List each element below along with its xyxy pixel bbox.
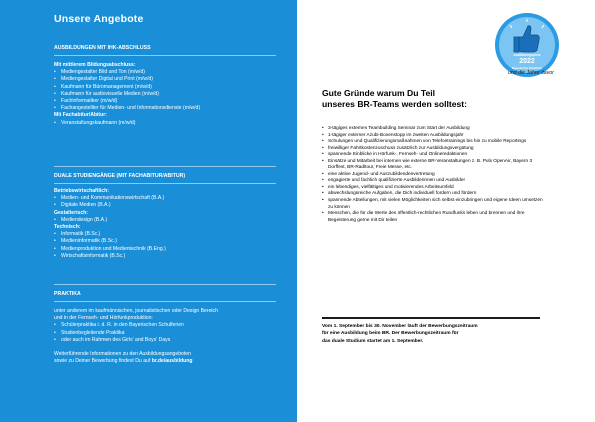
list-item: • spannende Abteilungen, mit vielen Möglichkeiten sich selbst einzubringen und eigene Ideen umsetzen zu können (322, 198, 547, 211)
list-item: • spannende Einblicke in Hörfunk-, Fernseh- und Onlineredaktionen (322, 152, 547, 159)
list-item: • Menschen, die für die Werte des öffentlich-rechtlichen Rundfunks leben und brennen und ihre Begeisterung gerne mit Dir teilen (322, 211, 547, 224)
list-item: • 3-tägiges externes Teambuilding Seminar zum Start der Ausbildung (322, 126, 547, 133)
list-item: • Einsätze und Mitarbeit bei internen wie externe BR-Veranstaltungen z. B. Puls OpenAir, Bayern 3 Dorffest, BR-Radltour, Freie Messe, etc. (322, 159, 547, 172)
dual-group3-label: Technisch: (54, 224, 81, 231)
list-item: • freiwilliger Fahrtkostenzuschuss zusätzlich zur Ausbildungsvergütung (322, 146, 547, 153)
divider (54, 55, 276, 56)
ihk-list (54, 62, 279, 127)
list-item: • abwechslungsreiche Aufgaben, die Dich individuell fordern und fördern (322, 191, 547, 198)
divider (54, 284, 276, 285)
badge-label: Ausbildungspreis (513, 53, 541, 57)
application-divider (322, 317, 540, 319)
ihk-heading: AUSBILDUNGEN MIT IHK-ABSCHLUSS (54, 45, 151, 51)
list-item: • Medien- und Kommunikationswirtschaft (B.A.) (54, 195, 279, 202)
list-item: • Mediengestalter Digital und Print (m/w/d) (54, 76, 279, 83)
list-item: • oder auch im Rahmen des Girls' and Boys' Days (54, 337, 279, 344)
praktika-footer-1: Weiterführende Informationen zu den Ausbildungsangeboten (54, 351, 191, 358)
badge-sublabel: Bayerischer Rundfunk (512, 66, 542, 70)
list-item: • engagierte und fachlich qualifizierte Ausbilderinnen und Ausbilder (322, 178, 547, 185)
headline-line-2: unseres BR-Teams werden solltest: (322, 99, 468, 109)
ihk-group2-label: Mit Fachabitur/Abitur: (54, 112, 107, 119)
list-item: • Medienproduktion und Medientechnik (B.Eng.) (54, 246, 279, 253)
offers-panel (0, 0, 297, 422)
list-item: • eine aktive Jugend- und Auszubildendenvertretung (322, 172, 547, 179)
dual-group1-label: Betriebswirtschaftlich: (54, 188, 109, 194)
list-item: • Studienbegleitende Praktika (54, 330, 279, 337)
list-item: • Schulungen und Qualifizierungsmaßnahmen von Telefontrainings bis hin zu mobile Reportings (322, 139, 547, 146)
reasons-headline (322, 88, 542, 110)
divider (54, 301, 276, 302)
badge-tagline: und die Jahre davor (508, 70, 554, 76)
dual-list (54, 188, 279, 260)
praktika-footer-2 (54, 358, 279, 365)
website-link[interactable]: br.de/ausbildung (151, 358, 193, 365)
list-item: • Informatik (B.Sc.) (54, 231, 279, 238)
list-item: • Medieninformatik (B.Sc.) (54, 238, 279, 245)
list-item: • Mediengestalter Bild und Ton (m/w/d) (54, 69, 279, 76)
list-item: • Veranstaltungskaufmann (m/w/d) (54, 120, 279, 127)
divider (54, 166, 276, 167)
badge-year: 2022 (519, 58, 535, 65)
list-item: • Fachangestellter für Medien- und Informationsdienste (m/w/d) (54, 105, 279, 112)
list-item: • ein lebendiges, vielfältiges und motivierendes Arbeitsumfeld (322, 185, 547, 192)
list-item: • Digitale Medien (B.A.) (54, 202, 279, 209)
application-period-note (322, 323, 537, 345)
award-badge (495, 13, 559, 77)
application-line-3: das duale Studium startet am 1. September. (322, 338, 424, 344)
dual-group2-label: Gestalterisch: (54, 209, 88, 216)
offers-title: Unsere Angebote (54, 13, 144, 25)
praktika-footer-2-text: sowie zu Deiner Bewerbung findest Du auf (54, 358, 151, 365)
list-item: • Kaufmann für Büromanagement (m/w/d) (54, 84, 279, 91)
list-item: • Wirtschaftsinformatik (B.Sc.) (54, 253, 279, 260)
list-item: • Kaufmann für audiovisuelle Medien (m/w/d) (54, 91, 279, 98)
list-item: • Mediendesign (B.A.) (54, 217, 279, 224)
list-item: • Fachinformatiker (m/w/d) (54, 98, 279, 105)
praktika-intro-2: und in der Fernseh- und Hörfunkproduktion: (54, 315, 153, 322)
divider (54, 183, 276, 184)
ihk-group1-label: Mit mittlerem Bildungsabschluss: (54, 62, 136, 68)
dual-heading: DUALE STUDIENGÄNGE (MIT FACHABITUR/ABITUR) (54, 173, 186, 179)
reasons-list (322, 126, 547, 224)
praktika-heading: PRAKTIKA (54, 291, 81, 297)
praktika-list (54, 308, 279, 365)
headline-line-1: Gute Gründe warum Du Teil (322, 88, 436, 98)
list-item: • Schülerpraktika i. d. R. in den Bayerischen Schulferien (54, 322, 279, 329)
praktika-intro-1: unter anderem im kaufmännischen, journalistischen oder Design Bereich (54, 308, 218, 314)
list-item: • 1-tägiger externer Azubi-Boxenstopp im zweiten Ausbildungsjahr (322, 133, 547, 140)
application-line-2: für eine Ausbildung beim BR. Der Bewerbungszeitraum für (322, 331, 459, 337)
application-line-1: Vom 1. September bis 30. November läuft der Bewerbungszeitraum (322, 324, 478, 329)
